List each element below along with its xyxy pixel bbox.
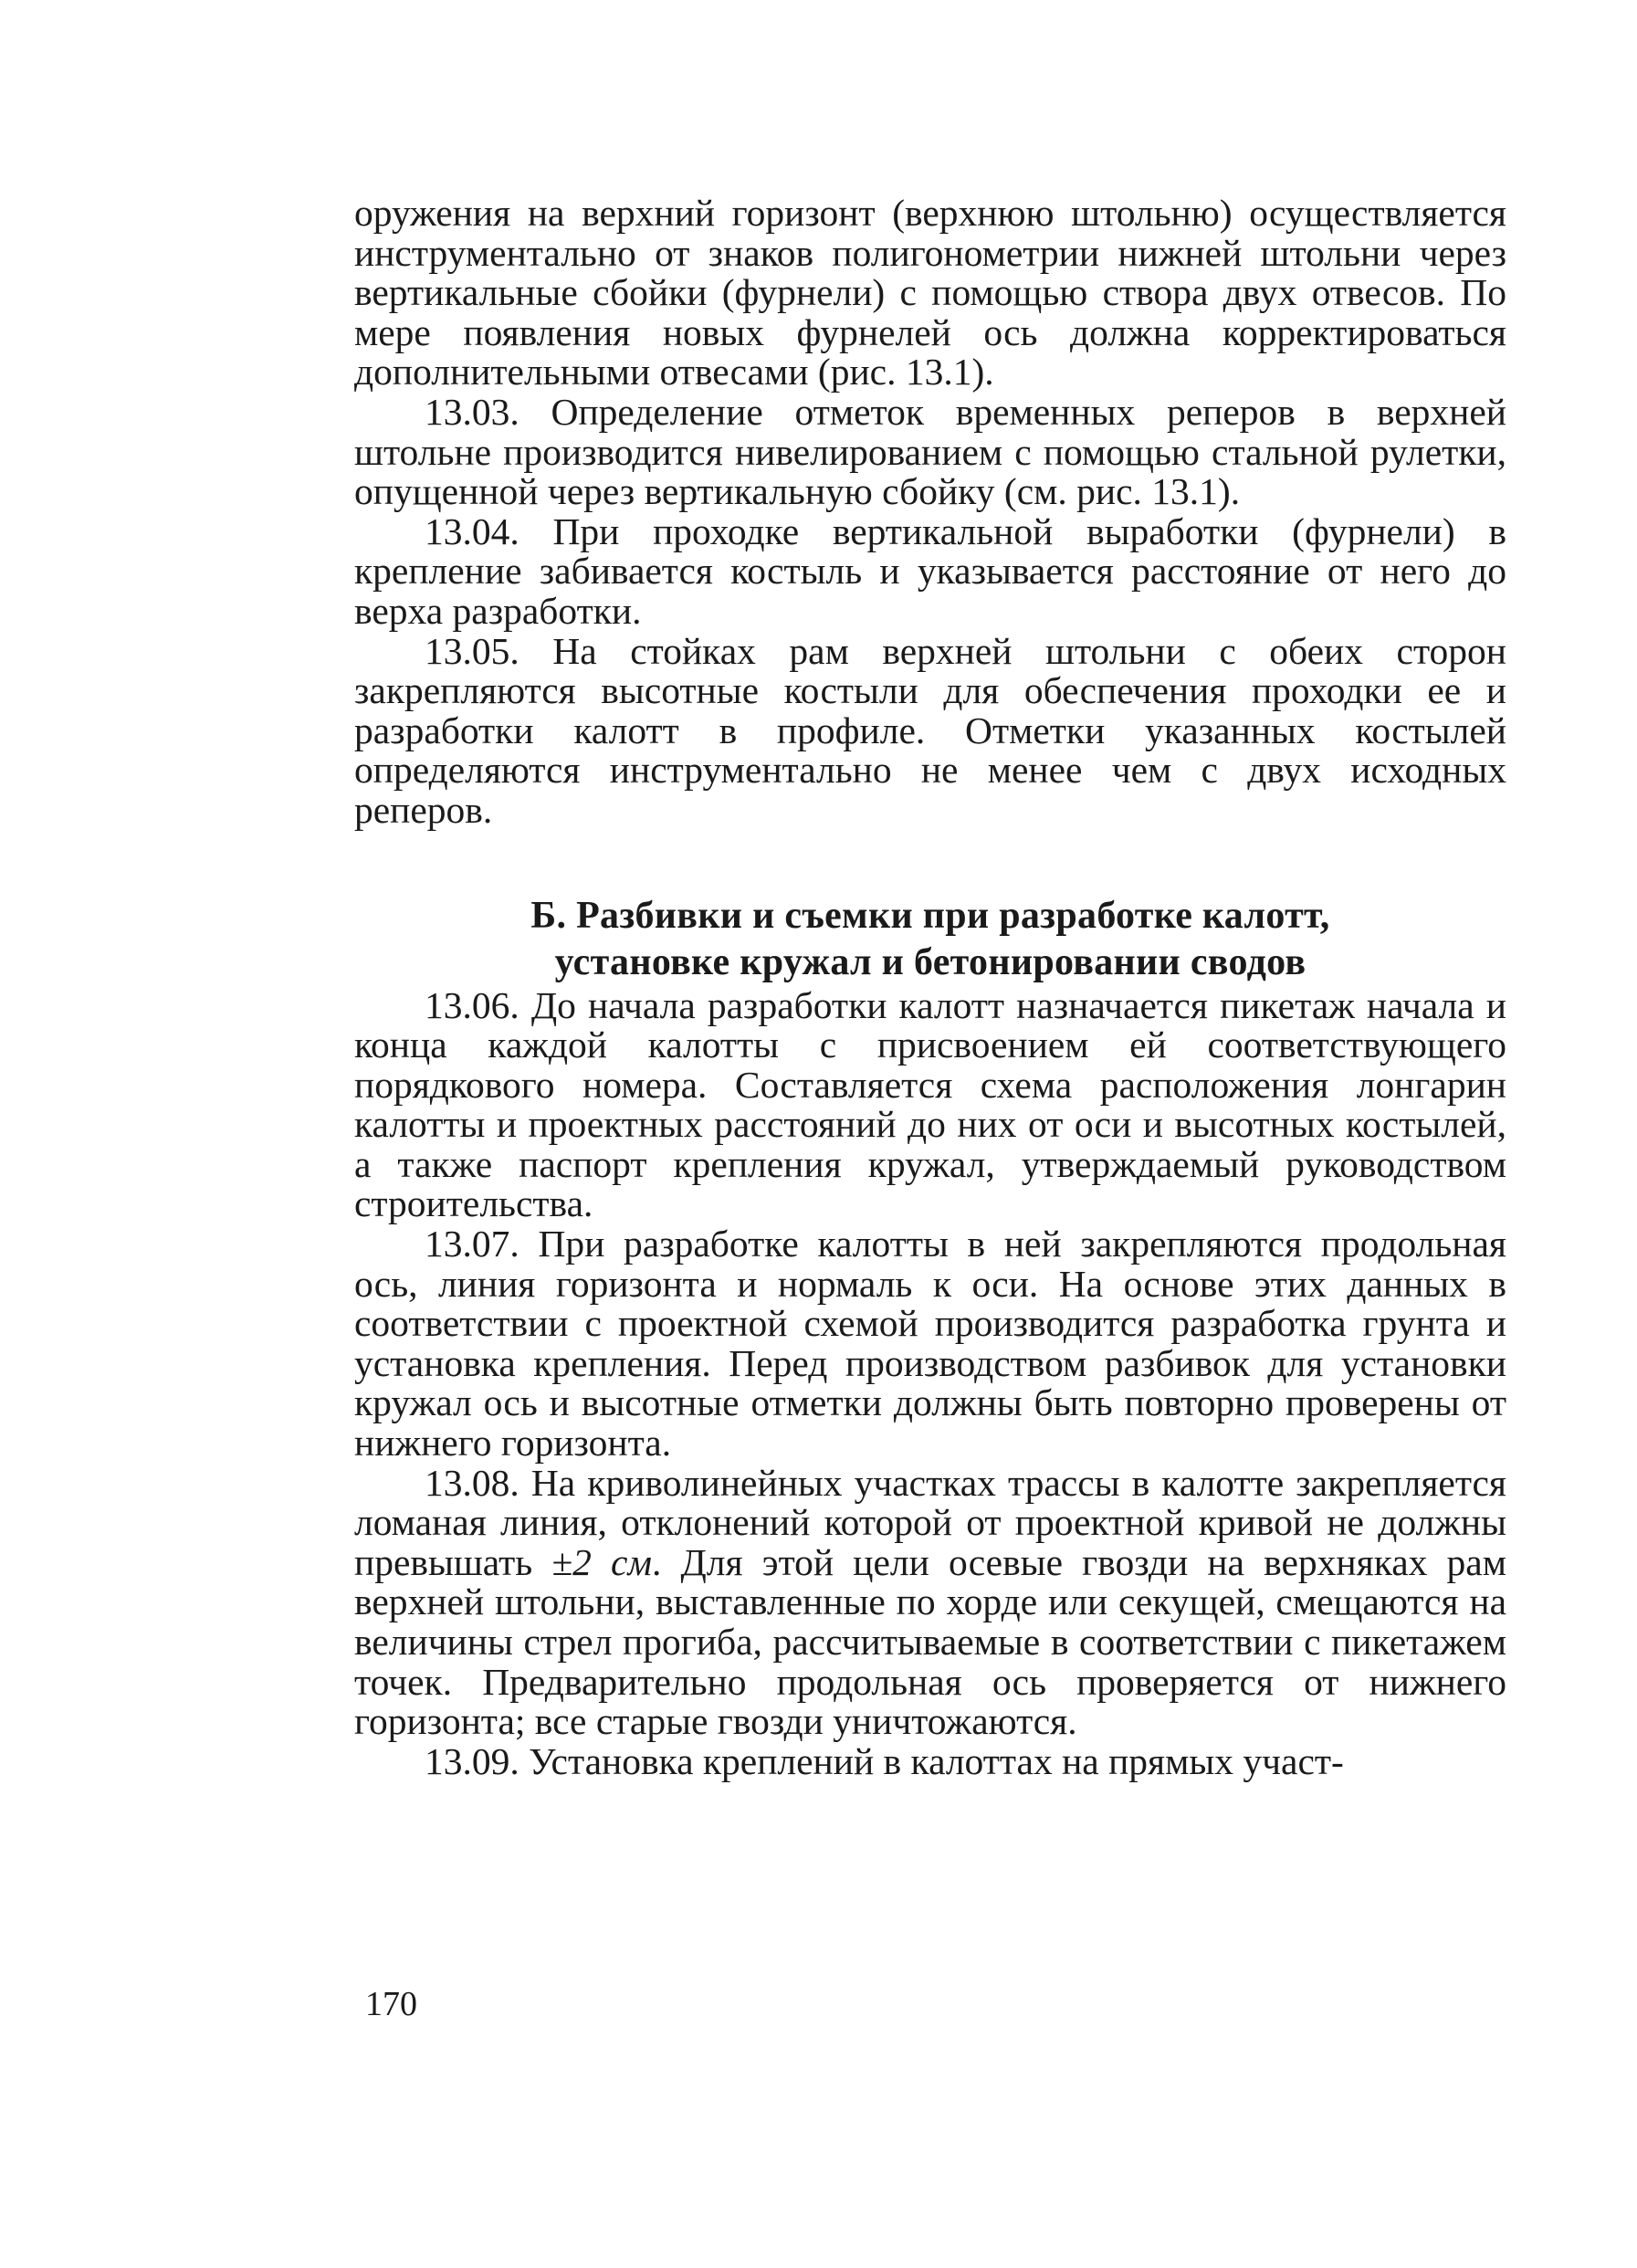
paragraph-13-09: 13.09. Установка креплений в калоттах на прямых участ- — [425, 1739, 1344, 1782]
section-heading — [354, 893, 1506, 986]
paragraph-13-05: 13.05. На стойках рам верхней штольни с обеих сторон закрепляются высотные костыли для обеспечения проходки ее и разработки калотт в профиле. Отметки указанных костылей определяются инструментально не менее чем с двух исходных реперов. — [354, 629, 1506, 831]
paragraph-13-04: 13.04. При проходке вертикальной выработки (фурнели) в крепление забивается костыль и указывается расстояние от него до верха разработки. — [354, 509, 1506, 632]
section-heading-line-1: Б. Разбивки и съемки при разработке калотт, — [530, 894, 1330, 937]
paragraph-13-08-start: 13.08. На криволинейных участках трассы в калотте закрепляется ломаная линия, отклонений которой от проектной кривой не должны превышать — [354, 1461, 1506, 1583]
page-number: 170 — [365, 1985, 417, 2023]
section-heading-line-2: установке кружал и бетонировании сводов — [554, 940, 1306, 983]
paragraph-13-08-end: . Для этой цели осевые гвозди на верхняках рам верхней штольни, выставленные по хорде или секущей, смещаются на величины стрел прогиба, рассчитываемые в соответствии с пикетажем точек. Предварительно продольная ось проверяется от нижнего горизонта; все старые гвозди уничтожаются. — [354, 1540, 1506, 1743]
paragraph-13-06: 13.06. До начала разработки калотт назначается пикетаж начала и конца каждой калотты с присвоением ей соответствующего порядкового номера. Составляется схема расположения лонгарин калотты и проектных расстояний до них от оси и высотных костылей, а также паспорт крепления кружал, утверждаемый руководством строительства. — [354, 983, 1506, 1225]
paragraph-13-02-continuation: оружения на верхний горизонт (верхнюю штольню) осуществляется инструментально от знаков полигонометрии нижней штольни через вертикальные сбойки (фурнели) с помощью створа двух отвесов. По мере появления новых фурнелей ось должна корректироваться дополнительными отвесами (рис. 13.1). — [354, 192, 1506, 394]
paragraph-13-07: 13.07. При разработке калотты в ней закрепляются продольная ось, линия горизонта и нормаль к оси. На основе этих данных в соответствии с проектной схемой производится разработка грунта и установка крепления. Перед производством разбивок для установки кружал ось и высотные отметки должны быть повторно проверены от нижнего горизонта. — [354, 1223, 1506, 1465]
page-body — [354, 194, 1506, 1781]
tolerance-value: ±2 см — [551, 1540, 652, 1583]
paragraph-13-08 — [354, 1461, 1506, 1743]
paragraph-13-03: 13.03. Определение отметок временных реперов в верхней штольне производится нивелированием с помощью стальной рулетки, опущенной через вертикальную сбойку (см. рис. 13.1). — [354, 390, 1506, 513]
